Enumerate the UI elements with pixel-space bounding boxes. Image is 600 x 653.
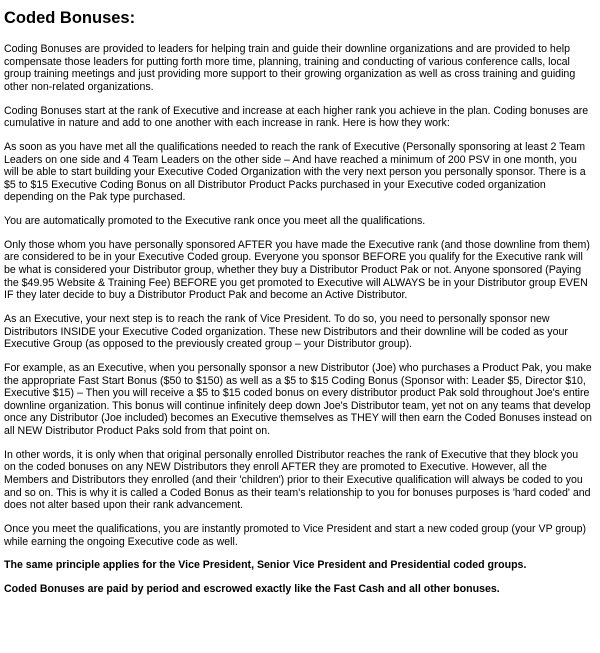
paragraph-intro: Coding Bonuses are provided to leaders for helping train and guide their downline organizations and are provided to help compensate those leaders for putting forth more time, planning, training and conducting of various conference calls, local group training meetings and just providing more support to their growing organization as well as cross training and guiding other non-related organizations. xyxy=(4,43,576,93)
paragraph-auto-promotion: You are automatically promoted to the Executive rank once you meet all the qualifications. xyxy=(4,215,426,228)
document xyxy=(4,8,592,607)
paragraph-sponsored-after: Only those whom you have personally sponsored AFTER you have made the Executive rank (and those downline from them) are considered to be in your Executive Coded group. Everyone you sponsor BEFORE you qualify for the Executive rank will be what is considered your Distributor group, whether they buy a Distributor Product Pak or not. Anyone sponsored (Paying the $49.95 Website & Training Fee) BEFORE you get promoted to Executive will ALWAYS be in your Distributor group EVEN IF they later decide to buy a Distributor Product Pak and become an Active Distributor. xyxy=(4,238,590,302)
paragraph-qualifications: As soon as you have met all the qualifications needed to reach the rank of Executive (Personally sponsoring at least 2 Team Leaders on one side and 4 Team Leaders on the other side – And have reached a minimum of 200 PSV in one month, you will be able to start building your Executive Coded Organization with the very next person you personally sponsor. There is a $5 to $15 Executive Coding Bonus on all Distributor Product Packs purchased in your Executive coded organization depending on the Pak type purchased. xyxy=(4,140,586,204)
paragraph-start-rank: Coding Bonuses start at the rank of Executive and increase at each higher rank you achieve in the plan. Coding bonuses are cumulative in nature and add to one another with each increase in rank. Here is how they work: xyxy=(4,104,589,130)
paragraph-vice-president: As an Executive, your next step is to reach the rank of Vice President. To do so, you need to personally sponsor new Distributors INSIDE your Executive Coded organization. These new Distributors and their downline will be coded as your Executive Group (as opposed to the previously created group – your Distributor group). xyxy=(4,313,568,351)
paragraph-same-principle: The same principle applies for the Vice President, Senior Vice President and Presidential coded groups. xyxy=(4,559,527,572)
paragraph-vp-promotion: Once you meet the qualifications, you are instantly promoted to Vice President and start a new coded group (your VP group) while earning the ongoing Executive code as well. xyxy=(4,522,587,548)
paragraph-paid-by-period: Coded Bonuses are paid by period and escrowed exactly like the Fast Cash and all other bonuses. xyxy=(4,583,500,596)
paragraph-hard-coded: In other words, it is only when that original personally enrolled Distributor reaches the rank of Executive that they block you on the coded bonuses on any NEW Distributors they enroll AFTER they are promoted to Executive. However, all the Members and Distributors they enrolled (and their 'children') prior to their Executive qualification will always be coded to you and so on. This is why it is called a Coded Bonus as their team's relationship to you for bonuses purposes is 'hard coded' and does not alter based upon their rank advancement. xyxy=(4,448,591,512)
document-title: Coded Bonuses: xyxy=(4,9,136,27)
paragraph-example: For example, as an Executive, when you personally sponsor a new Distributor (Joe) who purchases a Product Pak, you make the appropriate Fast Start Bonus ($50 to $150) as well as a $5 to $15 Coding Bonus (Sponsor with: Leader $5, Director $10, Executive $15) – Then you will receive a $5 to $15 coded bonus on every distributor product Pak sold throughout Joe's entire downline organization. This bonus will continue infinitely deep down Joe's Distributor team, yet not on any teams that develop once any Distributor (Joe included) becomes an Executive themselves as THEY will then earn the Coded Bonuses instead on all NEW Distributor Product Paks sold from that point on. xyxy=(4,362,592,437)
